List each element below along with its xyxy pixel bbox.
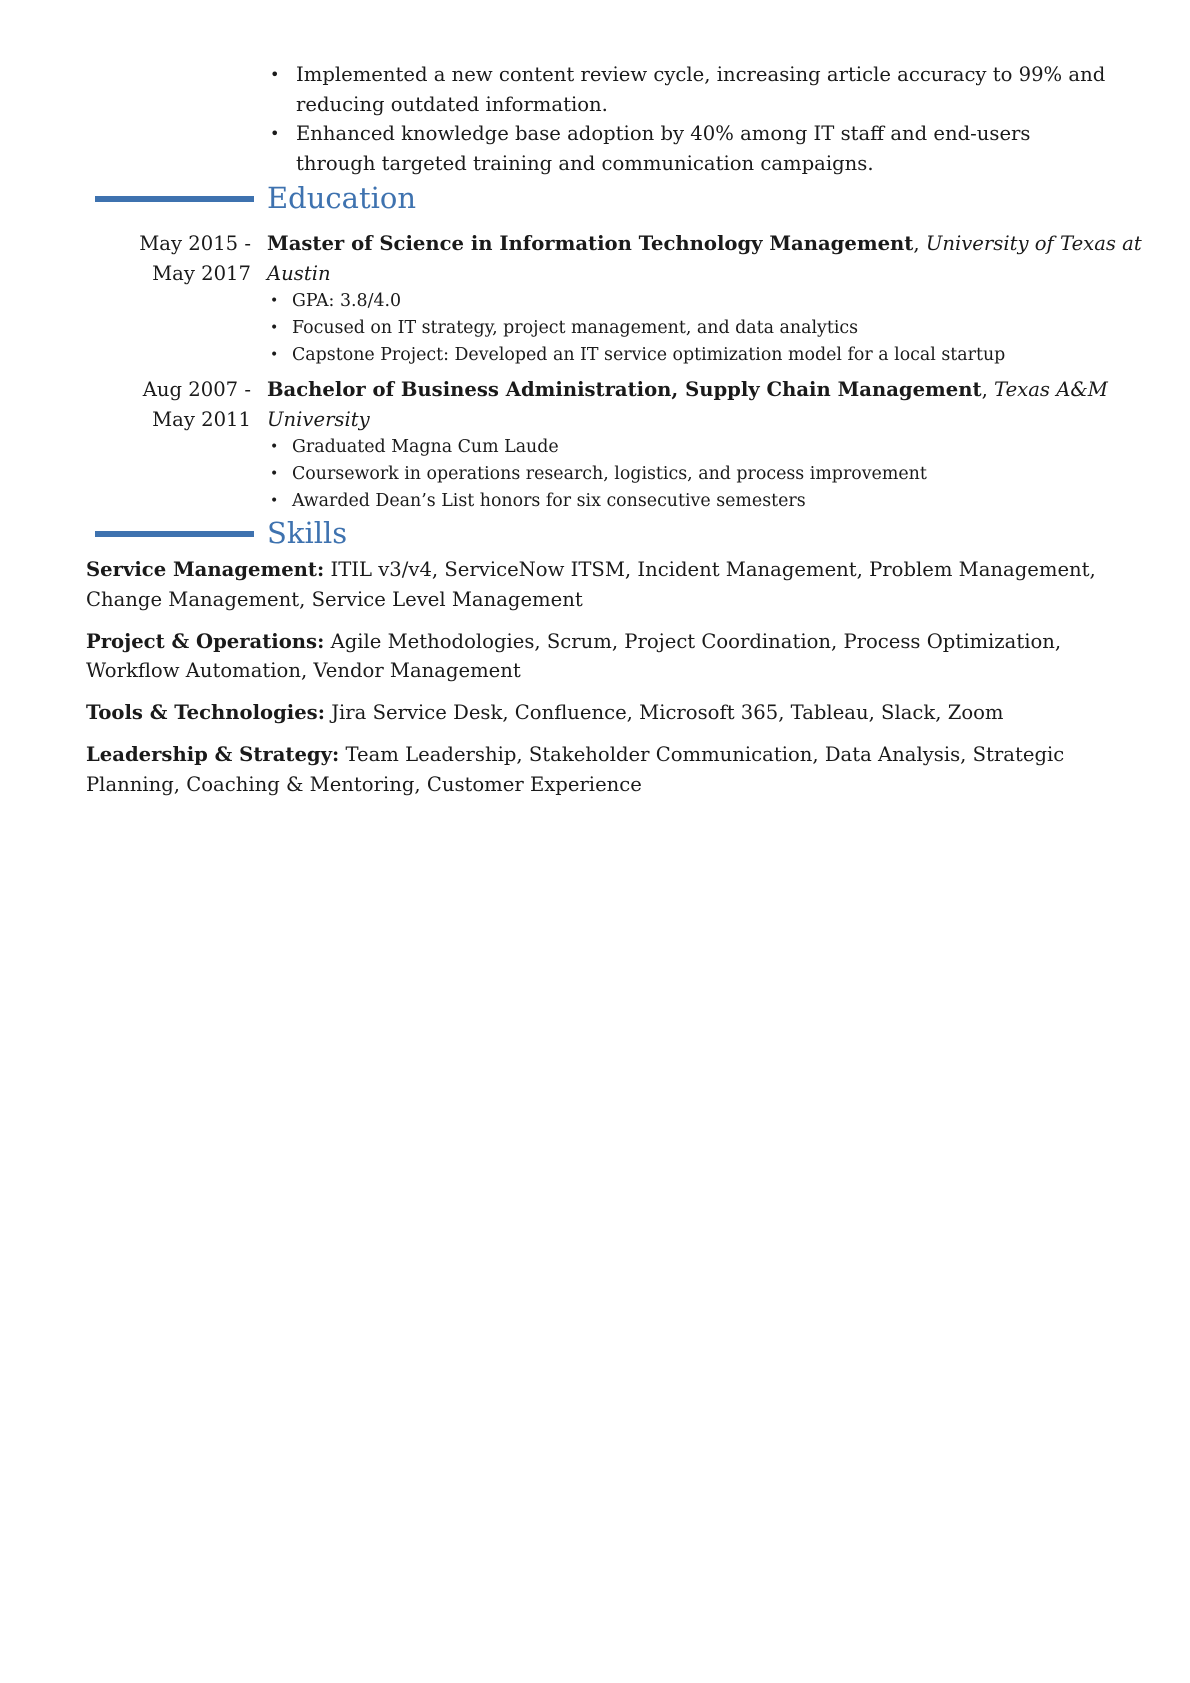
section-accent-bar bbox=[95, 196, 254, 202]
education-date-end: May 2017 bbox=[152, 261, 251, 285]
skill-values: ITIL v3/v4, ServiceNow ITSM, Incident Management, Problem Management, Change Management, Service Level Management bbox=[86, 558, 1096, 611]
experience-bullet-list bbox=[266, 60, 1106, 178]
education-date-start: Aug 2007 - bbox=[142, 378, 251, 401]
education-date bbox=[95, 229, 251, 288]
education-bullet: • Focused on IT strategy, project management, and data analytics bbox=[267, 315, 1167, 342]
degree-separator: , bbox=[913, 232, 926, 255]
education-title: Education bbox=[267, 181, 417, 215]
degree-name: Bachelor of Business Administration, Supply Chain Management bbox=[267, 378, 982, 401]
education-heading bbox=[267, 375, 1167, 434]
skill-category: Leadership & Strategy: bbox=[86, 743, 340, 766]
education-details bbox=[267, 229, 1167, 368]
skills-title: Skills bbox=[267, 516, 348, 550]
education-heading bbox=[267, 229, 1167, 288]
experience-bullet: • Implemented a new content review cycle, increasing article accuracy to 99% and reducing outdated information. bbox=[266, 60, 1106, 119]
skill-row bbox=[86, 698, 1116, 728]
education-date-end: May 2011 bbox=[152, 407, 251, 431]
skill-category: Tools & Technologies: bbox=[86, 701, 325, 724]
skill-values: Jira Service Desk, Confluence, Microsoft 365, Tableau, Slack, Zoom bbox=[331, 701, 1004, 724]
education-details bbox=[267, 375, 1167, 514]
skills-list bbox=[86, 555, 1116, 812]
school-name: University of Texas at Austin bbox=[267, 232, 1142, 285]
education-section-header bbox=[95, 182, 1095, 218]
school-name: Texas A&M University bbox=[267, 378, 1108, 431]
education-bullet: • Capstone Project: Developed an IT service optimization model for a local startup bbox=[267, 342, 1167, 369]
education-bullet-list bbox=[267, 434, 1167, 514]
skill-category: Project & Operations: bbox=[86, 629, 325, 653]
skill-values: Agile Methodologies, Scrum, Project Coordination, Process Optimization, Workflow Automation, Vendor Management bbox=[86, 629, 1062, 682]
education-date bbox=[95, 375, 251, 434]
education-bullet: • Awarded Dean’s List honors for six consecutive semesters bbox=[267, 488, 1167, 515]
education-date-start: May 2015 - bbox=[139, 232, 251, 255]
degree-separator: , bbox=[981, 378, 995, 401]
education-bullet: • GPA: 3.8/4.0 bbox=[267, 288, 1167, 315]
skill-values: Team Leadership, Stakeholder Communication, Data Analysis, Strategic Planning, Coaching & Mentoring, Customer Experience bbox=[86, 743, 1065, 796]
skills-section-header bbox=[95, 517, 1095, 553]
education-bullet: • Coursework in operations research, logistics, and process improvement bbox=[267, 461, 1167, 488]
skill-row bbox=[86, 627, 1116, 686]
skill-row bbox=[86, 740, 1116, 799]
section-accent-bar bbox=[95, 531, 254, 537]
education-bullet: • Graduated Magna Cum Laude bbox=[267, 434, 1167, 461]
degree-name: Master of Science in Information Technology Management bbox=[267, 232, 914, 255]
experience-bullet: • Enhanced knowledge base adoption by 40% among IT staff and end-users through targeted training and communication campaigns. bbox=[266, 119, 1106, 178]
skill-category: Service Management: bbox=[86, 558, 325, 581]
education-bullet-list bbox=[267, 288, 1167, 368]
skill-row bbox=[86, 555, 1116, 614]
